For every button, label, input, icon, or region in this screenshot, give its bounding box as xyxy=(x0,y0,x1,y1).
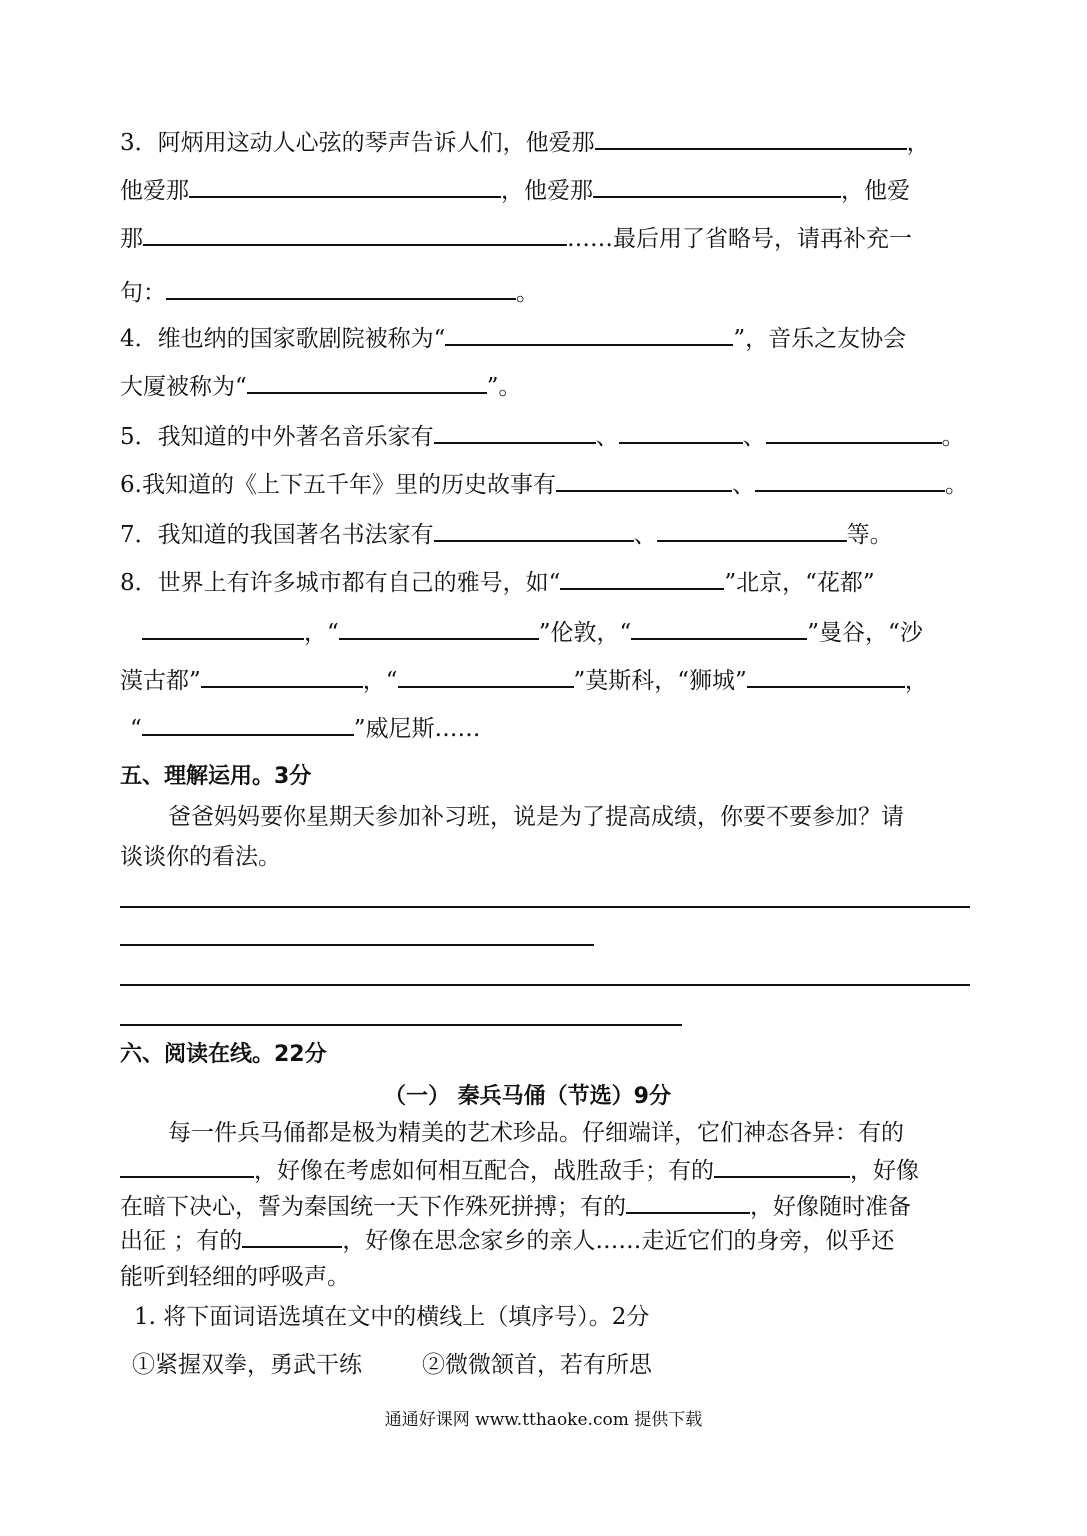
q3-text-f: ……最后用了省略号，请再补充一 xyxy=(567,226,912,252)
q7-end: 等。 xyxy=(846,522,893,548)
answer-blank[interactable] xyxy=(619,422,743,444)
option-1: ①紧握双拳，勇武干练 xyxy=(132,1352,362,1378)
footer: 通通好课网 www.tthaoke.com 提供下载 xyxy=(384,1410,703,1430)
answer-line[interactable] xyxy=(120,944,594,946)
answer-blank[interactable] xyxy=(120,1156,254,1178)
q3-text-b: 他爱那 xyxy=(120,178,189,204)
answer-blank[interactable] xyxy=(398,666,574,688)
q8-text-a: 8．世界上有许多城市都有自己的雅号，如“ xyxy=(120,570,561,596)
passage-text: ，好像在思念家乡的亲人……走近它们的身旁，似乎还 xyxy=(342,1228,895,1254)
answer-blank[interactable] xyxy=(142,618,304,640)
question-1: 1. 将下面词语选填在文中的横线上（填序号）。2分 xyxy=(134,1304,650,1330)
q8-line-2 xyxy=(120,618,923,648)
answer-blank[interactable] xyxy=(434,422,596,444)
q8-text-i: ， xyxy=(904,668,928,694)
answer-blank[interactable] xyxy=(242,1226,342,1248)
q3-text-e: 那 xyxy=(120,226,143,252)
section-5-prompt-line-2: 谈谈你的看法。 xyxy=(120,844,281,870)
passage-text: ，好像 xyxy=(850,1158,919,1184)
q4-line-2 xyxy=(120,372,522,402)
answer-blank[interactable] xyxy=(714,1156,850,1178)
answer-blank[interactable] xyxy=(755,470,945,492)
answer-blank[interactable] xyxy=(247,372,487,394)
passage-title: （一） 秦兵马俑（节选）9分 xyxy=(384,1084,671,1109)
q8-text-k: ”威尼斯…… xyxy=(353,716,481,742)
option-2: ②微微颔首，若有所思 xyxy=(422,1352,652,1378)
q3-line-1 xyxy=(120,128,930,158)
q8-text-c: ，“ xyxy=(304,620,339,646)
q4-text-d: ”。 xyxy=(486,374,522,400)
q7-text: 7．我知道的我国著名书法家有 xyxy=(120,522,434,548)
answer-blank[interactable] xyxy=(595,128,907,150)
answer-line[interactable] xyxy=(120,906,970,908)
q8-text-d: ”伦敦，“ xyxy=(538,620,632,646)
answer-blank[interactable] xyxy=(560,568,724,590)
section-5-prompt-line-1: 爸爸妈妈要你星期天参加补习班，说是为了提高成绩，你要不要参加？请 xyxy=(168,804,904,830)
section-5-heading: 五、理解运用。3分 xyxy=(120,764,312,789)
passage-text: ，好像随时准备 xyxy=(750,1194,911,1220)
section-6-heading: 六、阅读在线。22分 xyxy=(120,1042,327,1067)
answer-blank[interactable] xyxy=(189,176,501,198)
answer-blank[interactable] xyxy=(142,714,354,736)
q3-line-3 xyxy=(120,224,912,254)
q3-period: 。 xyxy=(516,280,539,306)
q4-line-1 xyxy=(120,324,906,354)
answer-blank[interactable] xyxy=(445,324,733,346)
q5-line xyxy=(120,422,965,452)
q8-text-h: ”莫斯科，“狮城” xyxy=(573,668,747,694)
q5-sep: 、 xyxy=(595,424,619,450)
answer-line[interactable] xyxy=(120,984,970,986)
q8-text-e: ”曼谷，“沙 xyxy=(807,620,923,646)
answer-blank[interactable] xyxy=(556,470,732,492)
answer-blank[interactable] xyxy=(143,224,567,246)
q3-line-4 xyxy=(120,278,539,308)
answer-blank[interactable] xyxy=(747,666,905,688)
q3-text-c: ，他爱那 xyxy=(501,178,593,204)
q8-line-1 xyxy=(120,568,875,598)
q3-text-a: 3．阿炳用这动人心弦的琴声告诉人们，他爱那 xyxy=(120,130,595,156)
q6-end: 。 xyxy=(944,472,968,498)
q5-end: 。 xyxy=(941,424,965,450)
q4-text-b: ”，音乐之友协会 xyxy=(733,326,907,352)
q8-line-3 xyxy=(120,666,928,696)
q8-line-4 xyxy=(120,714,481,744)
answer-blank[interactable] xyxy=(766,422,942,444)
q8-text-g: ，“ xyxy=(362,668,398,694)
q6-line xyxy=(120,470,968,500)
q3-text-g: 句： xyxy=(120,280,166,306)
passage-line-1: 每一件兵马俑都是极为精美的艺术珍品。仔细端详，它们神态各异：有的 xyxy=(168,1120,904,1146)
passage-line-5: 能听到轻细的呼吸声。 xyxy=(120,1264,350,1290)
q3-text-d: ，他爱 xyxy=(841,178,910,204)
q3-line-2 xyxy=(120,176,910,206)
answer-blank[interactable] xyxy=(593,176,841,198)
passage-line-4 xyxy=(120,1226,894,1256)
q5-sep: 、 xyxy=(742,424,766,450)
answer-blank[interactable] xyxy=(201,666,363,688)
q4-text-a: 4．维也纳的国家歌剧院被称为“ xyxy=(120,326,446,352)
q4-text-c: 大厦被称为“ xyxy=(120,374,247,400)
answer-blank[interactable] xyxy=(166,278,516,300)
answer-blank[interactable] xyxy=(626,1192,750,1214)
q6-text: 6.我知道的《上下五千年》里的历史故事有 xyxy=(120,472,556,498)
answer-blank[interactable] xyxy=(657,520,847,542)
q6-sep: 、 xyxy=(731,472,755,498)
passage-text: 在暗下决心，誓为秦国统一天下作殊死拼搏；有的 xyxy=(120,1194,626,1220)
answer-line[interactable] xyxy=(120,1024,682,1026)
options-line xyxy=(132,1350,652,1380)
passage-line-2 xyxy=(120,1156,919,1186)
answer-blank[interactable] xyxy=(339,618,539,640)
passage-line-3 xyxy=(120,1192,911,1222)
answer-blank[interactable] xyxy=(434,520,634,542)
q8-text-b: ”北京，“花都” xyxy=(724,570,875,596)
q7-line xyxy=(120,520,893,550)
answer-blank[interactable] xyxy=(631,618,807,640)
q5-text: 5．我知道的中外著名音乐家有 xyxy=(120,424,434,450)
q8-text-f: 漠古都” xyxy=(120,668,201,694)
q3-comma: ， xyxy=(906,130,930,156)
q7-sep: 、 xyxy=(633,522,657,548)
passage-text: ，好像在考虑如何相互配合，战胜敌手；有的 xyxy=(254,1158,714,1184)
q8-text-j: “ xyxy=(130,716,142,742)
passage-text: 出征 ；有的 xyxy=(120,1228,243,1254)
